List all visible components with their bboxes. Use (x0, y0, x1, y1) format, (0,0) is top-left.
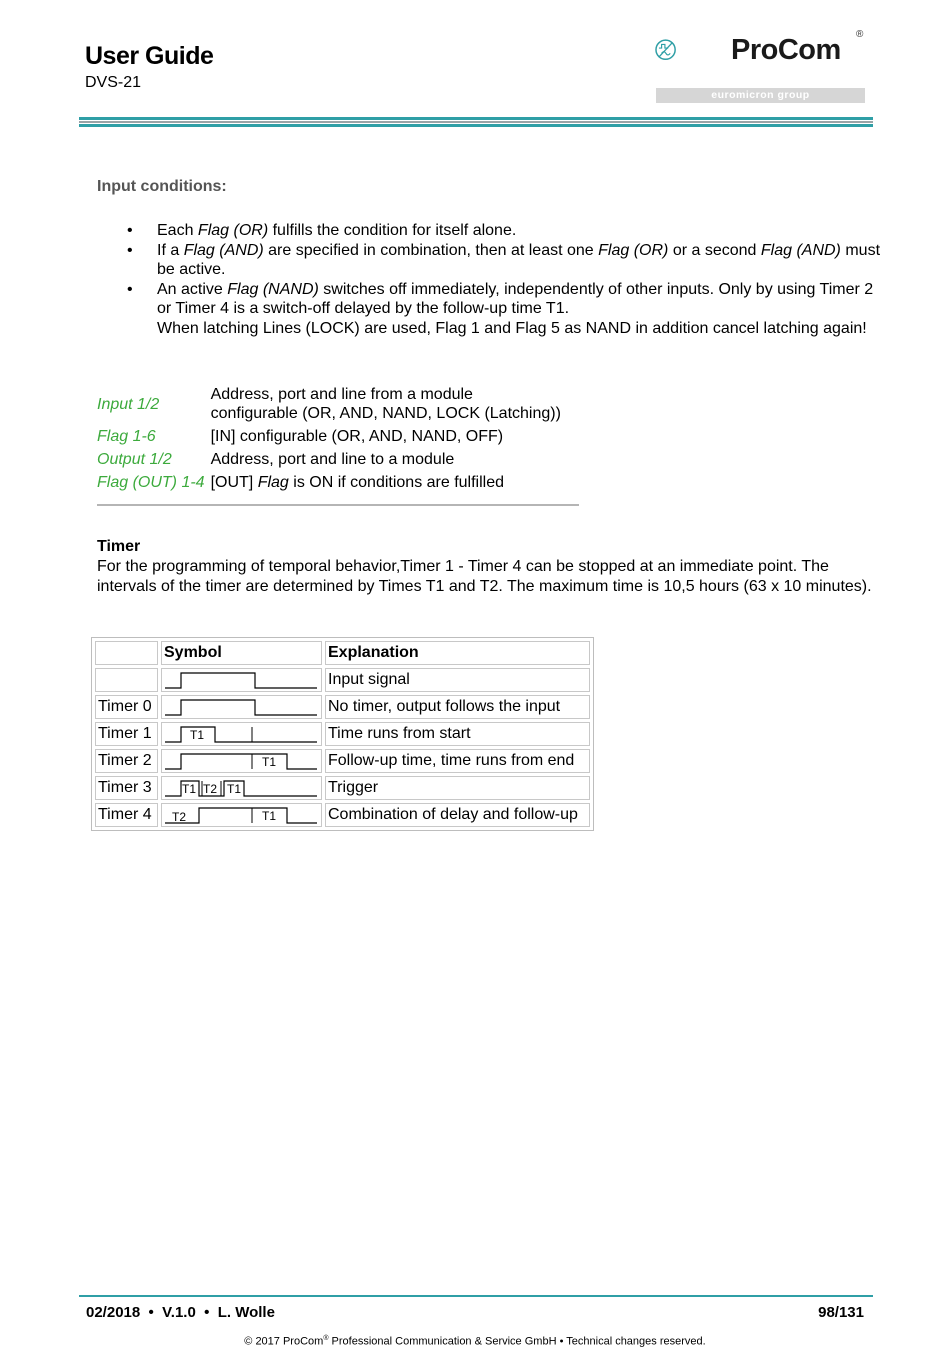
io-value: Address, port and line from a module configurable (OR, AND, NAND, LOCK (Latching)) (210, 386, 561, 422)
table-row (95, 471, 563, 494)
svg-text:T1: T1 (182, 782, 197, 796)
list-item: • Each Flag (OR) fulfills the condition for itself alone. (127, 222, 517, 239)
table-header-cell: Explanation (325, 641, 590, 665)
io-value: [IN] configurable (OR, AND, NAND, OFF) (210, 428, 504, 445)
timer1-waveform-icon (161, 722, 322, 746)
table-row (95, 749, 590, 773)
timer-explanation: No timer, output follows the input (325, 695, 590, 719)
logo-wordmark: ProCom (731, 34, 841, 66)
timer-explanation: Combination of delay and follow-up (325, 803, 590, 827)
document-subtitle: DVS-21 (85, 74, 142, 91)
timer-explanation: Input signal (325, 668, 590, 692)
input-signal-waveform-icon (161, 668, 322, 692)
timer-name: Timer 3 (95, 776, 158, 800)
table-row (95, 383, 563, 425)
table-row (95, 425, 563, 448)
header-rule-bottom (79, 124, 873, 127)
table-row (95, 448, 563, 471)
list-item: • If a Flag (AND) are specified in combination, then at least one Flag (OR) or a second Flag (AND) must be active. (127, 241, 881, 278)
table-row (95, 668, 590, 692)
list-item: • An active Flag (NAND) switches off immediately, independently of other inputs. Only by using Timer 2 or Timer 4 is a switch-off delayed by the follow-up time T1. When latching Lines (LOCK) are used, Flag 1 and Flag 5 as NAND in addition cancel latching again! (127, 280, 874, 337)
input-conditions-heading: Input conditions: (97, 178, 227, 195)
table-row (95, 722, 590, 746)
footer-version: 02/2018 • V.1.0 • L. Wolle (86, 1304, 275, 1321)
timer-name (95, 668, 158, 692)
svg-text:T2: T2 (203, 782, 218, 796)
table-row (95, 641, 590, 665)
divider (97, 504, 579, 506)
io-key: Flag 1-6 (97, 428, 156, 445)
svg-text:T2: T2 (172, 810, 187, 824)
io-key: Flag (OUT) 1-4 (97, 474, 205, 491)
svg-text:T1: T1 (227, 782, 242, 796)
io-key: Output 1/2 (97, 451, 172, 468)
timer-explanation: Trigger (325, 776, 590, 800)
timer-name: Timer 0 (95, 695, 158, 719)
procom-logo-icon (655, 18, 725, 88)
timer-description: For the programming of temporal behavior,Timer 1 - Timer 4 can be stopped at an immediate point. The intervals of the timer are determined by Times T1 and T2. The maximum time is 10,5 hours (63 x 10 minutes). (97, 558, 872, 595)
table-row (95, 776, 590, 800)
page-number: 98/131 (818, 1304, 864, 1321)
svg-text:T1: T1 (262, 809, 277, 823)
logo-group-bar: euromicron group (656, 88, 865, 103)
timer0-waveform-icon (161, 695, 322, 719)
io-definition-table (95, 383, 563, 494)
timer-table (91, 637, 594, 831)
registered-mark: ® (856, 29, 864, 40)
io-value: Address, port and line to a module (210, 451, 455, 468)
timer-name: Timer 1 (95, 722, 158, 746)
timer-heading: Timer (97, 538, 141, 555)
timer-explanation: Follow-up time, time runs from end (325, 749, 590, 773)
document-title: User Guide (85, 42, 214, 70)
svg-text:T1: T1 (190, 728, 205, 742)
timer4-waveform-icon (161, 803, 322, 827)
timer-explanation: Time runs from start (325, 722, 590, 746)
table-header-cell (95, 641, 158, 665)
conditions-list (127, 221, 887, 338)
timer-name: Timer 4 (95, 803, 158, 827)
table-row (95, 695, 590, 719)
svg-text:T1: T1 (262, 755, 277, 769)
copyright-notice: © 2017 ProCom® Professional Communication & Service GmbH • Technical changes reserved. (244, 1335, 706, 1348)
io-value: [OUT] Flag is ON if conditions are fulfilled (210, 474, 505, 491)
timer3-waveform-icon (161, 776, 322, 800)
timer2-waveform-icon (161, 749, 322, 773)
header-rule-mid (79, 121, 873, 123)
header-rule-top (79, 117, 873, 120)
table-header-cell: Symbol (161, 641, 322, 665)
io-key: Input 1/2 (97, 395, 160, 413)
footer-rule (79, 1295, 873, 1297)
timer-name: Timer 2 (95, 749, 158, 773)
table-row (95, 803, 590, 827)
